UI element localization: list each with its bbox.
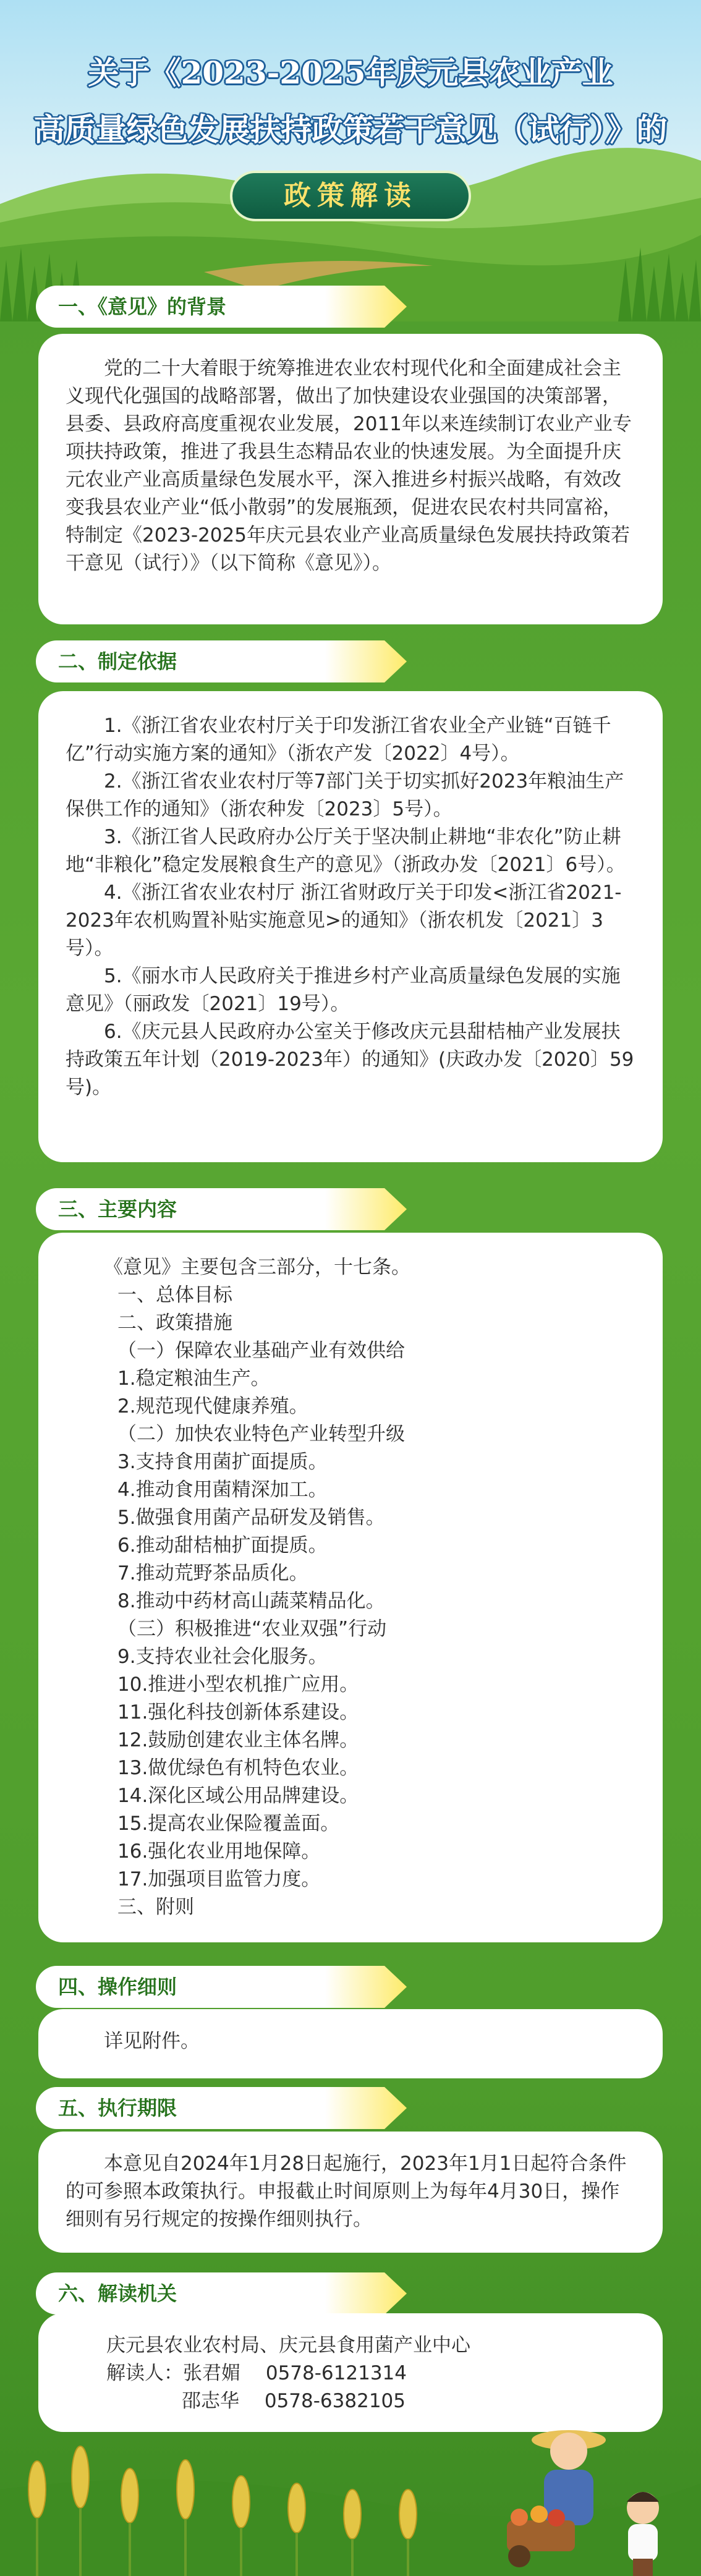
section-card-basis: [38, 691, 663, 1162]
section-heading-background: [36, 286, 407, 328]
list-item: 1.稳定粮油生产。: [117, 1367, 270, 1390]
list-item: 11.强化科技创新体系建设。: [117, 1701, 359, 1724]
list-item: 15.提高农业保险覆盖面。: [117, 1813, 340, 1835]
list-item: 13.做优绿色有机特色农业。: [117, 1757, 359, 1779]
list-item: 4.推动食用菌精深加工。: [117, 1479, 328, 1501]
content-intro: 《意见》主要包含三部分，十七条。: [104, 1256, 410, 1278]
section-heading-content: [36, 1188, 407, 1230]
list-item: 9.支持农业社会化服务。: [117, 1646, 328, 1668]
period-text: 本意见自2024年1月28日起施行，2023年1月1日起符合条件的可参照本政策执行。申报截止时间原则上为每年4月30日，操作细则有另行规定的按操作细则执行。: [66, 2153, 627, 2230]
list-item: 17.加强项目监管力度。: [117, 1868, 321, 1890]
list-item: 三、附则: [117, 1896, 194, 1918]
section-heading-rules: [36, 1966, 407, 2008]
authority-org: 庆元县农业农村局、庆元县食用菌产业中心: [106, 2334, 470, 2357]
basis-item: 1.《浙江省农业农村厅关于印发浙江省农业全产业链“百链千亿”行动实施方案的通知》（浙农产发〔2022〕4号）。: [66, 715, 611, 765]
list-item: 2.规范现代健康养殖。: [117, 1395, 308, 1418]
section-card-content: [38, 1233, 663, 1942]
list-item: 16.强化农业用地保障。: [117, 1840, 321, 1863]
list-item: 3.支持食用菌扩面提质。: [117, 1451, 328, 1473]
title-line-2: 高质量绿色发展扶持政策若干意见（试行）》的: [33, 111, 668, 148]
authority-contact-2: 邵志华 0578-6382105: [182, 2390, 406, 2412]
wheat-farmer-illustration: [0, 2415, 701, 2576]
rules-text: 详见附件。: [104, 2030, 200, 2052]
title-line-1: 关于《2023-2025年庆元县农业产业: [88, 54, 613, 91]
list-item: 二、政策措施: [117, 1312, 232, 1334]
list-item: 6.推动甜桔柚扩面提质。: [117, 1534, 328, 1557]
section-card-background: [38, 334, 663, 624]
section-card-authority: [38, 2313, 663, 2432]
content-outline-list: [66, 1282, 635, 1921]
section-title: 二、制定依据: [58, 650, 177, 673]
list-item: （一）保障农业基础产业有效供给: [117, 1340, 405, 1362]
list-item: （三）积极推进“农业双强”行动: [117, 1618, 387, 1640]
section-title: 一、《意见》的背景: [58, 295, 227, 318]
basis-item: 4.《浙江省农业农村厅 浙江省财政厅关于印发<浙江省2021-2023年农机购置补贴实施意见>的通知》（浙农机发〔2021〕3号）。: [66, 882, 622, 959]
section-title: 六、解读机关: [58, 2282, 177, 2305]
section-heading-authority: [36, 2272, 407, 2315]
basis-item: 6.《庆元县人民政府办公室关于修改庆元县甜桔柚产业发展扶持政策五年计划（2019-2023年）的通知》(庆政办发〔2020〕59号)。: [66, 1021, 634, 1099]
list-item: 8.推动中药材高山蔬菜精品化。: [117, 1590, 385, 1612]
list-item: 7.推动荒野茶品质化。: [117, 1562, 308, 1584]
basis-item: 2.《浙江省农业农村厅等7部门关于切实抓好2023年粮油生产保供工作的通知》（浙农种发〔2023〕5号）。: [66, 770, 624, 820]
list-item: 12.鼓励创建农业主体名牌。: [117, 1729, 359, 1751]
list-item: 5.做强食用菌产品研发及销售。: [117, 1507, 385, 1529]
list-item: （二）加快农业特色产业转型升级: [117, 1423, 405, 1445]
section-title: 三、主要内容: [58, 1197, 177, 1221]
section-title: 五、执行期限: [58, 2096, 177, 2120]
authority-contact-1: 解读人：张君媚 0578-6121314: [106, 2362, 407, 2384]
section-card-rules: [38, 2009, 663, 2078]
background-paragraph: 党的二十大着眼于统筹推进农业农村现代化和全面建成社会主义现代化强国的战略部署，做出了加快建设农业强国的决策部署，县委、县政府高度重视农业发展，2011年以来连续制订农业产业专项扶持政策，推进了我县生态精品农业的快速发展。为全面提升庆元农业产业高质量绿色发展水平，深入推进乡村振兴战略，有效改变我县农业产业“低小散弱”的发展瓶颈，促进农民农村共同富裕，特制定《2023-2025年庆元县农业产业高质量绿色发展扶持政策若干意见（试行）》（以下简称《意见》）。: [66, 357, 632, 574]
section-heading-period: [36, 2087, 407, 2129]
section-heading-basis: [36, 640, 407, 682]
policy-interpretation-badge: 政策解读: [230, 171, 471, 221]
list-item: 一、总体目标: [117, 1284, 232, 1306]
section-title: 四、操作细则: [58, 1975, 177, 1999]
list-item: 10.推进小型农机推广应用。: [117, 1673, 359, 1696]
basis-item: 3.《浙江省人民政府办公厅关于坚决制止耕地“非农化”防止耕地“非粮化”稳定发展粮食生产的意见》（浙政办发〔2021〕6号）。: [66, 826, 626, 876]
list-item: 14.深化区域公用品牌建设。: [117, 1785, 359, 1807]
basis-item: 5.《丽水市人民政府关于推进乡村产业高质量绿色发展的实施意见》（丽政发〔2021〕19号）。: [66, 965, 621, 1015]
section-card-period: [38, 2132, 663, 2253]
